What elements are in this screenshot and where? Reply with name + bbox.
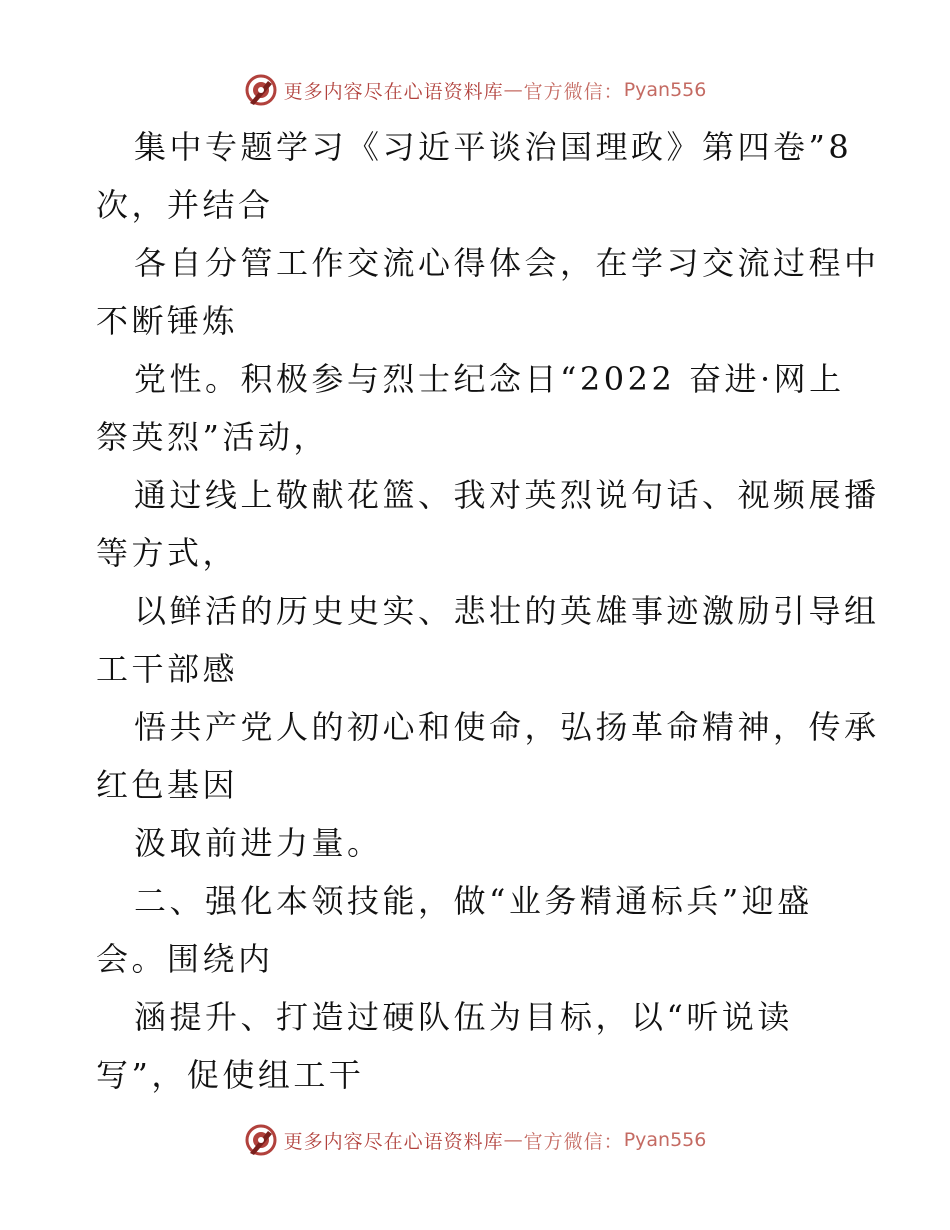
separator-dash: — [503, 79, 524, 101]
body-line: 集中专题学习《习近平谈治国理政》第四卷”8 [134, 128, 853, 166]
body-line: 红色基因 [96, 766, 239, 804]
body-line: 二、强化本领技能，做“业务精通标兵”迎盛 [134, 882, 813, 920]
body-line: 涵提升、打造过硬队伍为目标，以“听说读 [134, 998, 793, 1036]
wechat-id: Pyan556 [623, 79, 707, 101]
site-name-text: 更多内容尽在心语资料库 [283, 1130, 504, 1153]
wechat-id: Pyan556 [623, 1129, 707, 1151]
body-line: 会。围绕内 [96, 940, 274, 978]
body-line: 汲取前进力量。 [134, 824, 383, 862]
body-line: 不断锤炼 [96, 302, 239, 340]
body-line: 次，并结合 [96, 186, 274, 224]
body-line: 祭英烈”活动， [96, 418, 329, 456]
site-name-text: 更多内容尽在心语资料库 [283, 80, 504, 103]
body-line: 工干部感 [96, 650, 239, 688]
wechat-label: 官方微信： [523, 1130, 624, 1153]
pen-logo-icon [244, 1123, 278, 1157]
body-line: 通过线上敬献花篮、我对英烈说句话、视频展播 [134, 476, 880, 514]
body-line: 写”，促使组工干 [96, 1056, 365, 1094]
footer-watermark-banner [0, 1122, 950, 1158]
body-line: 悟共产党人的初心和使命，弘扬革命精神，传承 [134, 708, 880, 746]
separator-dash: — [503, 1129, 524, 1151]
wechat-label: 官方微信： [523, 80, 624, 103]
body-line: 等方式， [96, 534, 239, 572]
body-line: 各自分管工作交流心得体会，在学习交流过程中 [134, 244, 880, 282]
body-line: 党性。积极参与烈士纪念日“2022 奋进·网上 [134, 360, 845, 398]
body-line: 以鲜活的历史史实、悲壮的英雄事迹激励引导组 [134, 592, 880, 630]
